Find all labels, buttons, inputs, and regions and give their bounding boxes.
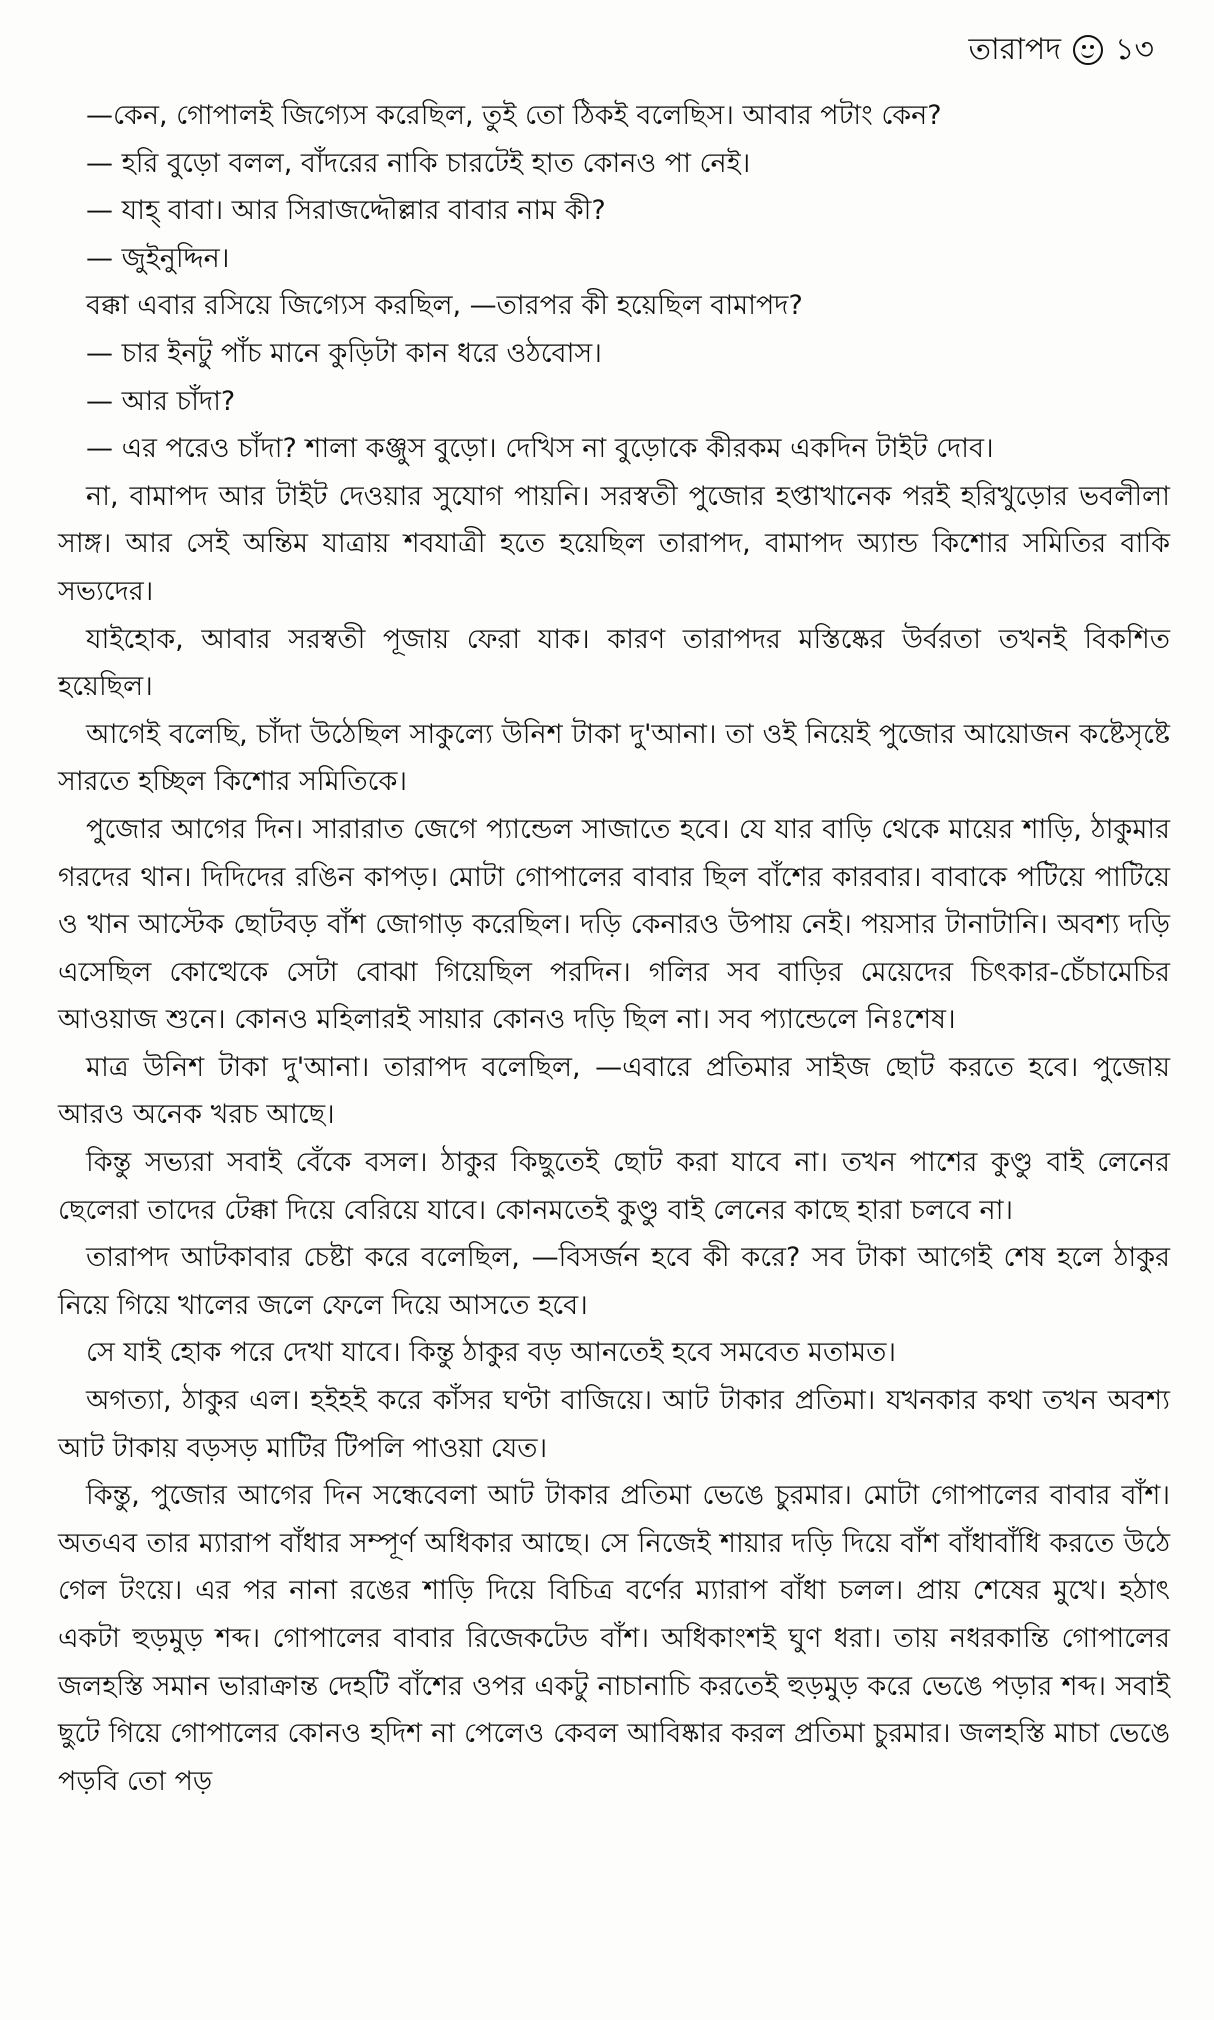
paragraph: তারাপদ আটকাবার চেষ্টা করে বলেছিল, —বিসর্জন হবে কী করে? সব টাকা আগেই শেষ হলে ঠাকুর নিয়ে গিয়ে খালের জলে ফেলে দিয়ে আসতে হবে। [58,1242,1170,1321]
dialogue-line: — হরি বুড়ো বলল, বাঁদরের নাকি চারটেই হাত কোনও পা নেই। [86,147,751,179]
dialogue-line: —কেন, গোপালই জিগ্যেস করেছিল, তুই তো ঠিকই বলেছিস। আবার পটাং কেন? [86,100,942,131]
dialogue-line: — আর চাঁদা? [86,385,236,417]
page-number: ১৩ [1115,32,1154,67]
running-title: তারাপদ [968,32,1062,67]
dialogue-line: — জুইনুদ্দিন। [86,242,230,274]
body-text [58,92,1170,1805]
paragraph: আগেই বলেছি, চাঁদা উঠেছিল সাকুল্যে উনিশ টাকা দু'আনা। তা ওই নিয়েই পুজোর আয়োজন কষ্টেসৃষ্টে সারতে হচ্ছিল কিশোর সমিতিকে। [58,718,1170,798]
paragraph: কিন্তু, পুজোর আগের দিন সন্ধেবেলা আট টাকার প্রতিমা ভেঙে চুরমার। মোটা গোপালের বাবার বাঁশ। অতএব তার ম্যারাপ বাঁধার সম্পূর্ণ অধিকার আছে। সে নিজেই শায়ার দড়ি দিয়ে বাঁশ বাঁধাবাঁধি করতে উঠে গেল টংয়ে। এর পর নানা রঙের শাড়ি দিয়ে বিচিত্র বর্ণের ম্যারাপ বাঁধা চলল। প্রায় শেষের মুখে। হঠাৎ একটা হুড়মুড় শব্দ। গোপালের বাবার রিজেকটেড বাঁশ। অধিকাংশই ঘুণ ধরা। তায় নধরকান্তি গোপালের জলহস্তি সমান ভারাক্রান্ত দেহটি বাঁশের ওপর একটু নাচানাচি করতেই হুড়মুড় করে ভেঙে পড়ার শব্দ। সবাই ছুটে গিয়ে গোপালের কোনও হদিশ না পেলেও কেবল আবিষ্কার করল প্রতিমা চুরমার। জলহস্তি মাচা ভেঙে পড়বি তো পড় [58,1480,1170,1797]
paragraph: অগত্যা, ঠাকুর এল। হইহই করে কাঁসর ঘণ্টা বাজিয়ে। আট টাকার প্রতিমা। যখনকার কথা তখন অবশ্য আট টাকায় বড়সড় মাটির টিপলি পাওয়া যেত। [58,1385,1170,1464]
paragraph: সে যাই হোক পরে দেখা যাবে। কিন্তু ঠাকুর বড় আনতেই হবে সমবেত মতামত। [86,1337,897,1369]
dialogue-line: — যাহ্ বাবা। আর সিরাজদ্দৌল্লার বাবার নাম কী? [86,195,606,227]
paragraph: যাইহোক, আবার সরস্বতী পূজায় ফেরা যাক। কারণ তারাপদর মস্তিষ্কের উর্বরতা তখনই বিকশিত হয়েছিল। [58,623,1170,703]
dialogue-line: — চার ইনটু পাঁচ মানে কুড়িটা কান ধরে ওঠবোস। [86,337,602,369]
paragraph: মাত্র উনিশ টাকা দু'আনা। তারাপদ বলেছিল, —এবারে প্রতিমার সাইজ ছোট করতে হবে। পুজোয় আরও অনেক খরচ আছে। [58,1051,1170,1131]
dialogue-line: বক্কা এবার রসিয়ে জিগ্যেস করছিল, —তারপর কী হয়েছিল বামাপদ? [86,290,803,322]
page-header [968,30,1154,70]
paragraph: পুজোর আগের দিন। সারারাত জেগে প্যান্ডেল সাজাতে হবে। যে যার বাড়ি থেকে মায়ের শাড়ি, ঠাকুমার গরদের থান। দিদিদের রঙিন কাপড়। মোটা গোপালের বাবার ছিল বাঁশের কারবার। বাবাকে পটিয়ে পাটিয়ে ও খান আস্টেক ছোটবড় বাঁশ জোগাড় করেছিল। দড়ি কেনারও উপায় নেই। পয়সার টানাটানি। অবশ্য দড়ি এসেছিল কোত্থেকে সেটা বোঝা গিয়েছিল পরদিন। গলির সব বাড়ির মেয়েদের চিৎকার-চেঁচামেচির আওয়াজ শুনে। কোনও মহিলারই সায়ার কোনও দড়ি ছিল না। সব প্যান্ডেলে নিঃশেষ। [58,813,1170,1036]
dialogue-line: — এর পরেও চাঁদা? শালা কঞ্জুস বুড়ো। দেখিস না বুড়োকে কীরকম একদিন টাইট দোব। [86,433,994,465]
paragraph: কিন্তু সভ্যরা সবাই বেঁকে বসল। ঠাকুর কিছুতেই ছোট করা যাবে না। তখন পাশের কুণ্ডু বাই লেনের ছেলেরা তাদের টেক্কা দিয়ে বেরিয়ে যাবে। কোনমতেই কুণ্ডু বাই লেনের কাছে হারা চলবে না। [58,1147,1170,1226]
smiley-icon [1073,35,1103,65]
paragraph: না, বামাপদ আর টাইট দেওয়ার সুযোগ পায়নি। সরস্বতী পুজোর হপ্তাখানেক পরই হরিখুড়োর ভবলীলা সাঙ্গ। আর সেই অন্তিম যাত্রায় শবযাত্রী হতে হয়েছিল তারাপদ, বামাপদ অ্যান্ড কিশোর সমিতির বাকি সভ্যদের। [58,480,1170,607]
